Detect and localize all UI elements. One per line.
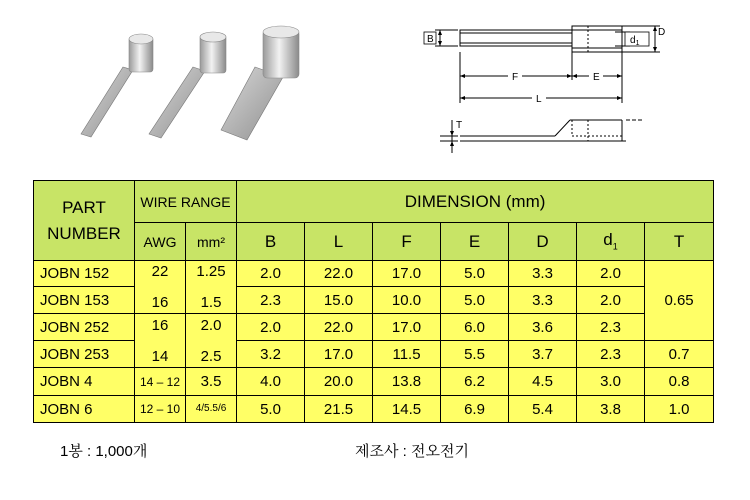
cell-d1: 3.8: [577, 396, 645, 423]
cell-T: 1.0: [645, 396, 714, 423]
cell-L: 22.0: [305, 314, 373, 341]
cell-D: 3.3: [509, 287, 577, 314]
header-col-B: B: [237, 223, 305, 261]
mm2-value: 2.0 2.5: [186, 314, 237, 368]
terminal-large: [221, 26, 299, 140]
cell-D: 4.5: [509, 368, 577, 396]
header-col-D: D: [509, 223, 577, 261]
cell-L: 17.0: [305, 341, 373, 368]
part-number: JOBN 153: [34, 287, 135, 314]
table-row: [34, 314, 714, 341]
table-row: [34, 261, 714, 287]
cell-D: 3.6: [509, 314, 577, 341]
cell-E: 5.5: [441, 341, 509, 368]
header-col-L: L: [305, 223, 373, 261]
cell-B: 2.3: [237, 287, 305, 314]
cell-d1: 2.0: [577, 261, 645, 287]
cell-E: 5.0: [441, 287, 509, 314]
cell-L: 20.0: [305, 368, 373, 396]
header-wire-range: WIRE RANGE: [135, 181, 237, 223]
product-photo: [55, 12, 315, 142]
mm2-value: 1.25 1.5: [186, 261, 237, 314]
part-number: JOBN 253: [34, 341, 135, 368]
table-row: [34, 396, 714, 423]
part-number: JOBN 4: [34, 368, 135, 396]
manufacturer-note: 제조사 : 전오전기: [355, 443, 469, 460]
cell-B: 2.0: [237, 261, 305, 287]
part-number: JOBN 6: [34, 396, 135, 423]
cell-D: 3.3: [509, 261, 577, 287]
cell-L: 21.5: [305, 396, 373, 423]
cell-T: 0.7: [645, 341, 714, 368]
header-col-d1: $d_1$: [577, 223, 645, 261]
header-col-E: E: [441, 223, 509, 261]
terminal-small: [81, 34, 153, 137]
cell-F: 17.0: [373, 261, 441, 287]
cell-d1: 2.3: [577, 341, 645, 368]
cell-d1: 2.3: [577, 314, 645, 341]
cell-B: 4.0: [237, 368, 305, 396]
cell-L: 22.0: [305, 261, 373, 287]
dim-label-L: L: [536, 94, 542, 105]
package-quantity-note: 1봉 : 1,000개: [60, 443, 148, 460]
awg-value: 22 16: [135, 261, 186, 314]
header-dimension: DIMENSION (mm): [237, 181, 714, 223]
part-number: JOBN 152: [34, 261, 135, 287]
part-number: JOBN 252: [34, 314, 135, 341]
awg-value: 16 14: [135, 314, 186, 368]
cell-T: 0.8: [645, 368, 714, 396]
cell-B: 5.0: [237, 396, 305, 423]
dim-label-d1: $d_1$: [630, 35, 640, 47]
cell-E: 6.9: [441, 396, 509, 423]
dim-label-D: D: [658, 27, 666, 38]
awg-value: 12 – 10: [135, 396, 186, 423]
table-row: [34, 368, 714, 396]
dim-label-T: T: [456, 120, 463, 131]
dimension-diagram: [410, 8, 690, 158]
cell-d1: 3.0: [577, 368, 645, 396]
mm2-value: 3.5: [186, 368, 237, 396]
cell-T: 0.65: [645, 261, 714, 341]
cell-F: 13.8: [373, 368, 441, 396]
dim-label-B: B: [427, 34, 434, 45]
cell-D: 3.7: [509, 341, 577, 368]
cell-E: 5.0: [441, 261, 509, 287]
spec-table: [33, 180, 714, 423]
cell-F: 11.5: [373, 341, 441, 368]
awg-value: 14 – 12: [135, 368, 186, 396]
cell-F: 10.0: [373, 287, 441, 314]
dim-label-E: E: [593, 72, 600, 83]
cell-E: 6.0: [441, 314, 509, 341]
cell-B: 3.2: [237, 341, 305, 368]
header-col-T: T: [645, 223, 714, 261]
cell-E: 6.2: [441, 368, 509, 396]
terminal-medium: [149, 32, 226, 138]
cell-F: 14.5: [373, 396, 441, 423]
cell-D: 5.4: [509, 396, 577, 423]
header-mm2: mm²: [186, 223, 237, 261]
header-part-number: PART NUMBER: [34, 181, 135, 261]
header-awg: AWG: [135, 223, 186, 261]
cell-L: 15.0: [305, 287, 373, 314]
header-col-F: F: [373, 223, 441, 261]
cell-B: 2.0: [237, 314, 305, 341]
mm2-value: 4/5.5/6: [186, 396, 237, 423]
cell-d1: 2.0: [577, 287, 645, 314]
cell-F: 17.0: [373, 314, 441, 341]
dim-label-F: F: [512, 72, 519, 83]
